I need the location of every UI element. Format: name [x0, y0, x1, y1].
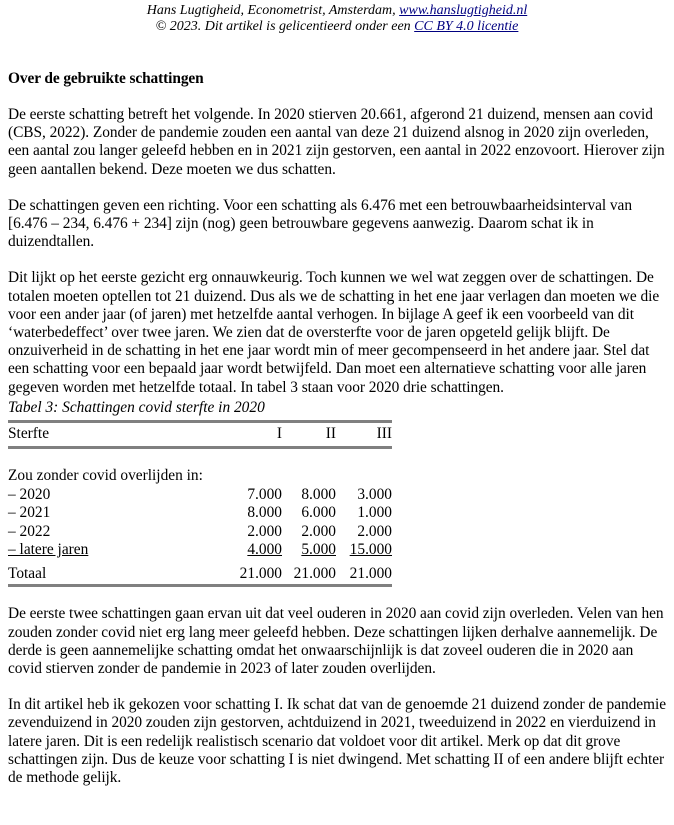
- header-cell: III: [336, 421, 392, 448]
- header-cell: Sterfte: [8, 421, 232, 448]
- estimates-table: [8, 420, 392, 588]
- header-cell: I: [232, 421, 282, 448]
- website-link[interactable]: www.hanslugtigheid.nl: [399, 3, 528, 18]
- paragraph-3: Dit lijkt op het eerste gezicht erg onnauwkeurig. Toch kunnen we wel wat zeggen over de schattingen. De totalen moeten optellen tot 21 duizend. Dus als we de schatting in het ene jaar verlagen dan moeten we die voor een ander jaar (of jaren) met hetzelfde aantal verhogen. In bijlage A geef ik een voorbeeld van dit ‘waterbedeffect’ over twee jaren. We zien dat de oversterfte voor de jaren opgeteld gelijk blijft. De onzuiverheid in de schatting in het ene jaar wordt min of meer gecompenseerd in het andere jaar. Stel dat een schatting voor een bepaald jaar wordt betwijfeld. Dan moet een alternatieve schatting voor alle jaren gegeven worden met hetzelfde totaal. In tabel 3 staan voor 2020 drie schattingen.: [8, 269, 660, 396]
- header-cell: II: [282, 421, 336, 448]
- table-header-row: [8, 421, 392, 448]
- paragraph-5: In dit artikel heb ik gekozen voor schatting I. Ik schat dat van de genoemde 21 duizend zonder de pandemie zevenduizend in 2020 zouden zijn gestorven, achtduizend in 2021, tweeduizend in 2022 en vierduizend in latere jaren. Dit is een redelijk realistisch scenario dat voldoet voor dit artikel. Merk op dat dit grove schattingen zijn. Dus de keuze voor schatting I is niet dwingend. Met schatting II of een andere blijft echter de methode gelijk.: [8, 696, 666, 786]
- table-row: – 2021 8.000 6.000 1.000: [8, 504, 392, 522]
- license-line: © 2023. Dit artikel is gelicentieerd onder een CC BY 4.0 licentie: [155, 18, 519, 34]
- paragraph-2: De schattingen geven een richting. Voor een schatting als 6.476 met een betrouwbaarheidsinterval van [6.476 – 234, 6.476 + 234] zijn (nog) geen betrouwbare gegevens aanwezig. Daarom schat ik in duizendtallen.: [8, 196, 632, 251]
- paragraph-1: De eerste schatting betreft het volgende. In 2020 stierven 20.661, afgerond 21 duizend, mensen aan covid (CBS, 2022). Zonder de pandemie zouden een aantal van deze 21 duizend alsnog in 2020 zijn overleden, een aantal zou langer geleefd hebben en in 2021 zijn gestorven, een aantal in 2022 enzovoort. Hierover zijn geen aantallen bekend. Deze moeten we dus schatten.: [8, 106, 665, 178]
- group-label-row: [8, 467, 392, 486]
- table-row: – latere jaren 4.000 5.000 15.000: [8, 541, 392, 559]
- table-caption: Tabel 3: Schattingen covid sterfte in 2020: [8, 398, 265, 416]
- document-header: [0, 3, 674, 34]
- table-total-row: Totaal 21.000 21.000 21.000: [8, 560, 392, 586]
- article-body: [8, 70, 668, 787]
- section-title: Over de gebruikte schattingen: [8, 70, 204, 87]
- table-row: – 2020 7.000 8.000 3.000: [8, 485, 392, 503]
- group-label: Zou zonder covid overlijden in:: [8, 467, 203, 485]
- author-line: Hans Lugtigheid, Econometrist, Amsterdam, www.hanslugtigheid.nl: [146, 3, 528, 18]
- table-row: – 2022 2.000 2.000 2.000: [8, 522, 392, 540]
- license-link[interactable]: CC BY 4.0 licentie: [414, 18, 519, 34]
- paragraph-4: De eerste twee schattingen gaan ervan uit dat veel ouderen in 2020 aan covid zijn overleden. Velen van hen zouden zonder covid niet erg lang meer geleefd hebben. Deze schattingen lijken derhalve aannemelijk. De derde is geen aannemelijke schatting omdat het onwaarschijnlijk is dat zoveel ouderen die in 2020 aan covid stierven zonder de pandemie in 2023 of later zouden overlijden.: [8, 605, 664, 677]
